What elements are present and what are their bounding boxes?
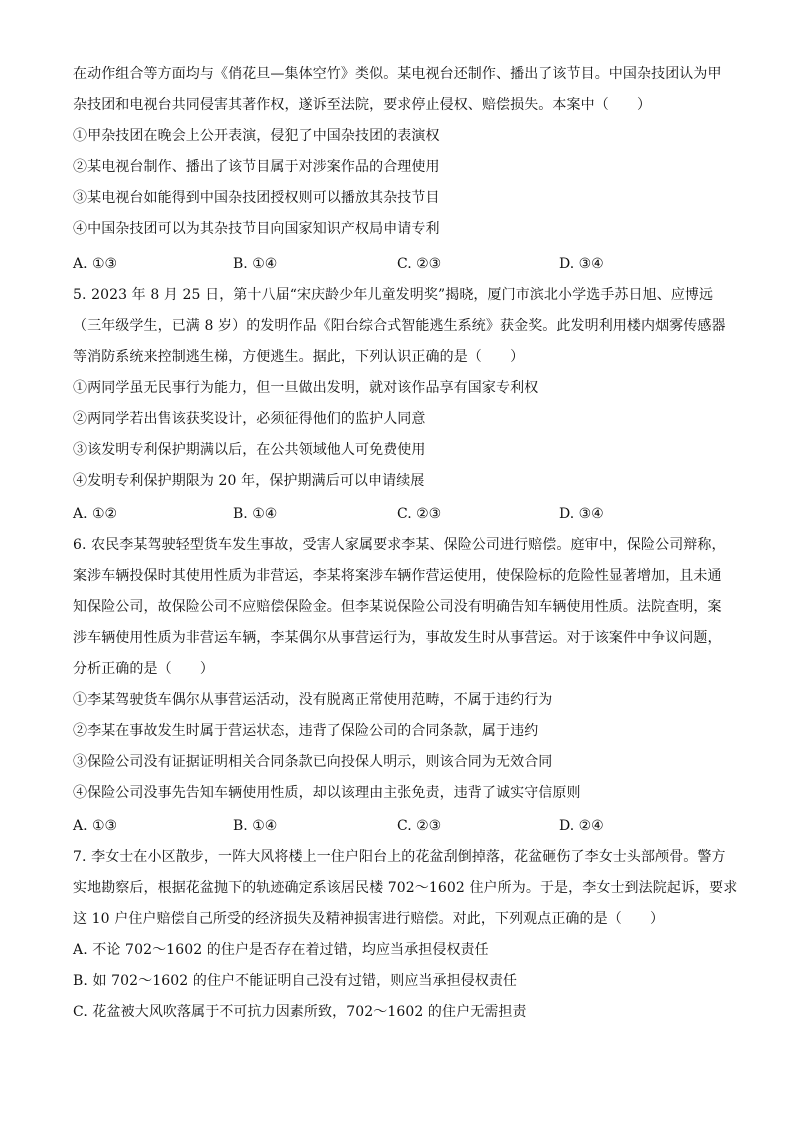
q7-choice-c: C. 花盆被大风吹落属于不可抗力因素所致，702～1602 的住户无需担责 — [73, 1004, 527, 1020]
q5-option-d: D. ③④ — [559, 506, 604, 522]
q5-stem-line-3: 等消防系统来控制逃生梯，方便逃生。据此，下列认识正确的是（ ） — [73, 349, 525, 365]
q6-stem-line-1: 6. 农民李某驾驶轻型货车发生事故，受害人家属要求李某、保险公司进行赔偿。庭审中，保险公司辩称， — [73, 537, 726, 553]
q4-stem-line-1: 在动作组合等方面均与《俏花旦—集体空竹》类似。某电视台还制作、播出了该节目。中国杂技团认为甲 — [73, 66, 722, 82]
q5-stem-line-1: 5. 2023 年 8 月 25 日，第十八届“宋庆龄少年儿童发明奖”揭晓，厦门市滨北小学选手苏日旭、应博远 — [73, 287, 714, 303]
q4-option-b: B. ①④ — [233, 256, 278, 272]
q6-item-3: ③保险公司没有证据证明相关合同条款已向投保人明示，则该合同为无效合同 — [73, 754, 553, 770]
q4-item-1: ①甲杂技团在晚会上公开表演，侵犯了中国杂技团的表演权 — [73, 128, 440, 144]
q6-item-2: ②李某在事故发生时属于营运状态，违背了保险公司的合同条款，属于违约 — [73, 723, 539, 739]
q4-option-c: C. ②③ — [397, 256, 442, 272]
q4-stem-line-2: 杂技团和电视台共同侵害其著作权，遂诉至法院，要求停止侵权、赔偿损失。本案中（ ） — [73, 97, 652, 113]
q4-option-a: A. ①③ — [73, 256, 118, 272]
q5-stem-line-2: （三年级学生，已满 8 岁）的发明作品《阳台综合式智能逃生系统》获金奖。此发明利用楼内烟雾传感器 — [73, 318, 726, 334]
q6-stem-line-5: 分析正确的是（ ） — [73, 661, 214, 677]
q4-option-d: D. ③④ — [559, 256, 604, 272]
q6-item-4: ④保险公司没事先告知车辆使用性质，却以该理由主张免责，违背了诚实守信原则 — [73, 785, 581, 801]
q5-option-c: C. ②③ — [397, 506, 442, 522]
q6-option-b: B. ①④ — [233, 818, 278, 834]
q7-stem-line-2: 实地勘察后，根据花盆抛下的轨迹确定系该居民楼 702～1602 住户所为。于是，李女士到法院起诉，要求 — [73, 880, 738, 896]
q6-option-d: D. ②④ — [559, 818, 604, 834]
q5-item-3: ③该发明专利保护期满以后，在公共领域他人可免费使用 — [73, 442, 426, 458]
q4-item-4: ④中国杂技团可以为其杂技节目向国家知识产权局申请专利 — [73, 221, 440, 237]
q4-item-2: ②某电视台制作、播出了该节目属于对涉案作品的合理使用 — [73, 159, 440, 175]
q6-item-1: ①李某驾驶货车偶尔从事营运活动，没有脱离正常使用范畴，不属于违约行为 — [73, 692, 553, 708]
q4-item-3: ③某电视台如能得到中国杂技团授权则可以播放其杂技节目 — [73, 190, 440, 206]
q6-option-a: A. ①③ — [73, 818, 118, 834]
q5-item-4: ④发明专利保护期限为 20 年，保护期满后可以申请续展 — [73, 473, 425, 489]
q5-option-a: A. ①② — [73, 506, 118, 522]
q6-stem-line-4: 涉车辆使用性质为非营运车辆，李某偶尔从事营运行为，事故发生时从事营运。对于该案件中争议问题， — [73, 630, 722, 646]
q7-choice-b: B. 如 702～1602 的住户不能证明自己没有过错，则应当承担侵权责任 — [73, 973, 518, 989]
q7-stem-line-1: 7. 李女士在小区散步，一阵大风将楼上一住户阳台上的花盆刮倒掉落，花盆砸伤了李女士头部颅骨。警方 — [73, 849, 726, 865]
q6-stem-line-3: 知保险公司，故保险公司不应赔偿保险金。但李某说保险公司没有明确告知车辆使用性质。法院查明，案 — [73, 599, 722, 615]
q6-option-c: C. ②③ — [397, 818, 442, 834]
q5-item-2: ②两同学若出售该获奖设计，必须征得他们的监护人同意 — [73, 411, 426, 427]
q7-choice-a: A. 不论 702～1602 的住户是否存在着过错，均应当承担侵权责任 — [73, 942, 489, 958]
q5-item-1: ①两同学虽无民事行为能力，但一旦做出发明，就对该作品享有国家专利权 — [73, 380, 539, 396]
q5-option-b: B. ①④ — [233, 506, 278, 522]
q6-stem-line-2: 案涉车辆投保时其使用性质为非营运，李某将案涉车辆作营运使用，使保险标的危险性显著增加，且未通 — [73, 568, 722, 584]
q7-stem-line-3: 这 10 户住户赔偿自己所受的经济损失及精神损害进行赔偿。对此，下列观点正确的是（ ） — [73, 911, 665, 927]
